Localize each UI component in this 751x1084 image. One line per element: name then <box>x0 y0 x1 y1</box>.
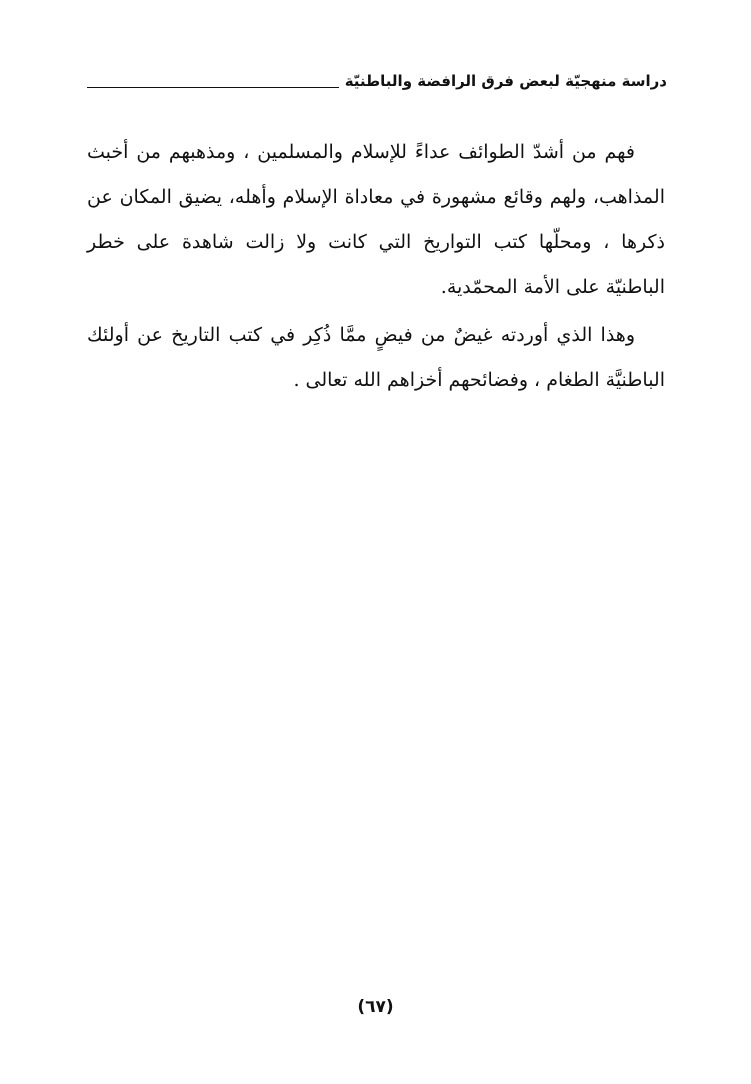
running-header-title: دراسة منهجيّة لبعض فرق الرافضة والباطنيّة <box>344 72 667 90</box>
running-header <box>87 62 667 92</box>
header-rule <box>87 87 339 88</box>
body-text <box>87 130 665 403</box>
paragraph-1: فهم من أشدّ الطوائف عداءً للإسلام والمسلمين ، ومذهبهم من أخبث المذاهب، ولهم وقائع مشهورة في معاداة الإسلام وأهله، يضيق المكان عن ذكرها ، ومحلّها كتب التواريخ التي كانت ولا زالت شاهدة على خطر الباطنيّة على الأمة المحمّدية. <box>87 141 665 298</box>
paragraph-2: وهذا الذي أوردته غيضٌ من فيضٍ ممَّا ذُكِر في كتب التاريخ عن أولئك الباطنيَّة الطغام ، وفضائحهم أخزاهم الله تعالى . <box>87 324 665 391</box>
page-number: (٦٧) <box>357 997 394 1017</box>
